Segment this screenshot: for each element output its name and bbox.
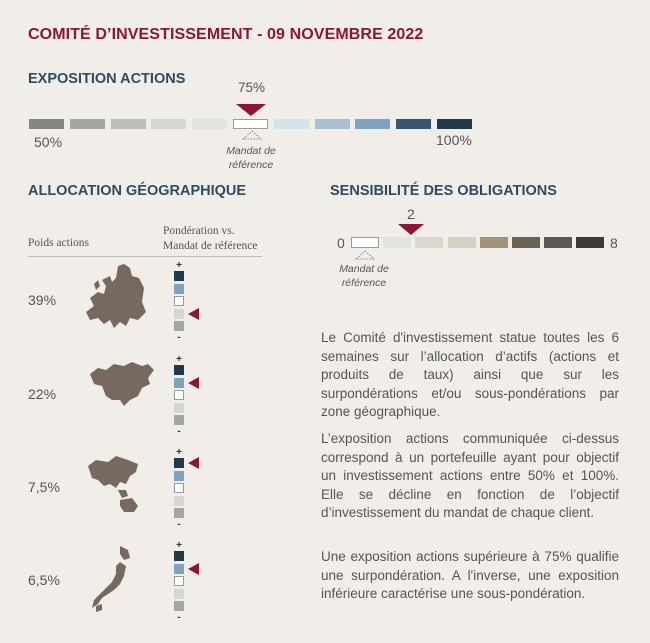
ponderation-step (174, 551, 184, 561)
exposition-scale-step (233, 119, 268, 129)
europe-map-icon (84, 262, 148, 330)
ponderation-step (174, 508, 184, 518)
ponderation-step (174, 390, 184, 400)
ponderation-step (174, 471, 184, 481)
ponderation-step (174, 271, 184, 281)
geo-col-weight: Poids actions (28, 237, 90, 249)
minus-label: - (177, 519, 181, 530)
plus-label: + (176, 260, 182, 271)
exposition-scale-step (192, 119, 227, 129)
ponderation-arrow-icon (188, 457, 199, 469)
minus-label: - (177, 332, 181, 343)
ponderation-step (174, 415, 184, 425)
ponderation-step (174, 601, 184, 611)
ponderation-step (174, 403, 184, 413)
paragraph-2: L’exposition actions communiquée ci-dessus correspond à un portefeuille ayant pour objectif un investissement actions entre 50% et 100%. Elle se décline en fonction de l’objectif d’investissement du mandat de chaque client. (321, 431, 619, 520)
bonds-marker-icon (398, 224, 424, 235)
north-america-map-icon (88, 360, 156, 408)
ponderation-step (174, 589, 184, 599)
exposition-scale-step (437, 119, 472, 129)
exposition-reference-label (210, 144, 292, 172)
exposition-min-label: 50% (34, 134, 63, 150)
ponderation-step (174, 496, 184, 506)
reference-dotted-triangle-icon (241, 130, 263, 140)
bonds-reference-line2: référence (341, 277, 387, 289)
minus-label: - (177, 426, 181, 437)
minus-label: - (177, 612, 181, 623)
bonds-scale-step (383, 237, 411, 248)
paragraph-3: Une exposition actions supérieure à 75% qualifie une surpondération. A l'inverse, une exposition inférieure caractérise une sous-pondération. (321, 549, 619, 601)
bonds-scale-step (512, 237, 540, 248)
ponderation-line2: Mandat de référence (163, 240, 258, 252)
ponderation-step (174, 284, 184, 294)
page-title: COMITÉ D’INVESTISSEMENT - 09 NOVEMBRE 2022 (28, 26, 424, 43)
japan-map-icon (90, 544, 134, 614)
bonds-min-label: 0 (337, 235, 345, 251)
ponderation-step (174, 576, 184, 586)
reference-line2: référence (228, 159, 274, 171)
bonds-heading: SENSIBILITÉ DES OBLIGATIONS (330, 183, 557, 199)
bonds-scale-step (448, 237, 476, 248)
ponderation-step (174, 564, 184, 574)
exposition-scale-step (151, 119, 186, 129)
paragraph-1: Le Comité d'investissement statue toutes les 6 semaines sur l’allocation d’actifs (actions et produits de taux) ainsi que sur les surpondérations et/ou sous-pondérations par zone géographique. (321, 330, 619, 419)
plus-label: + (176, 354, 182, 365)
bonds-scale-step (544, 237, 572, 248)
bonds-current-label: 2 (407, 206, 415, 222)
bonds-scale-step (351, 237, 379, 248)
ponderation-step (174, 483, 184, 493)
ponderation-step (174, 365, 184, 375)
geo-heading: ALLOCATION GÉOGRAPHIQUE (28, 183, 247, 199)
ponderation-step (174, 296, 184, 306)
exposition-scale-step (315, 119, 350, 129)
bonds-scale-step (480, 237, 508, 248)
ponderation-arrow-icon (188, 308, 199, 320)
ponderation-step (174, 321, 184, 331)
ponderation-arrow-icon (188, 377, 199, 389)
bonds-scale-step (415, 237, 443, 248)
bonds-max-label: 8 (610, 235, 618, 251)
geo-col-ponderation (163, 224, 258, 254)
exposition-marker-icon (236, 104, 266, 116)
exposition-current-label: 75% (238, 80, 266, 95)
plus-label: + (176, 447, 182, 458)
exposition-scale-step (29, 119, 64, 129)
exposition-scale-step (274, 119, 309, 129)
exposition-max-label: 100% (436, 132, 472, 148)
region-weight: 39% (28, 292, 57, 308)
exposition-scale-step (70, 119, 105, 129)
bonds-scale-step (576, 237, 604, 248)
region-weight: 22% (28, 386, 57, 402)
ponderation-step (174, 378, 184, 388)
region-weight: 6,5% (28, 572, 60, 588)
exposition-scale-step (111, 119, 146, 129)
bonds-reference-label (323, 262, 405, 290)
bonds-reference-dotted-triangle-icon (354, 250, 376, 260)
ponderation-line1: Pondération vs. (163, 225, 235, 237)
region-weight: 7,5% (28, 479, 60, 495)
exposition-scale-step (396, 119, 431, 129)
asia-pacific-map-icon (86, 454, 142, 516)
bonds-reference-line1: Mandat de (339, 263, 389, 275)
plus-label: + (176, 540, 182, 551)
geo-divider (28, 256, 262, 257)
ponderation-arrow-icon (188, 563, 199, 575)
reference-line1: Mandat de (226, 145, 276, 157)
exposition-scale-step (355, 119, 390, 129)
ponderation-step (174, 309, 184, 319)
exposition-heading: EXPOSITION ACTIONS (28, 71, 186, 87)
ponderation-step (174, 458, 184, 468)
